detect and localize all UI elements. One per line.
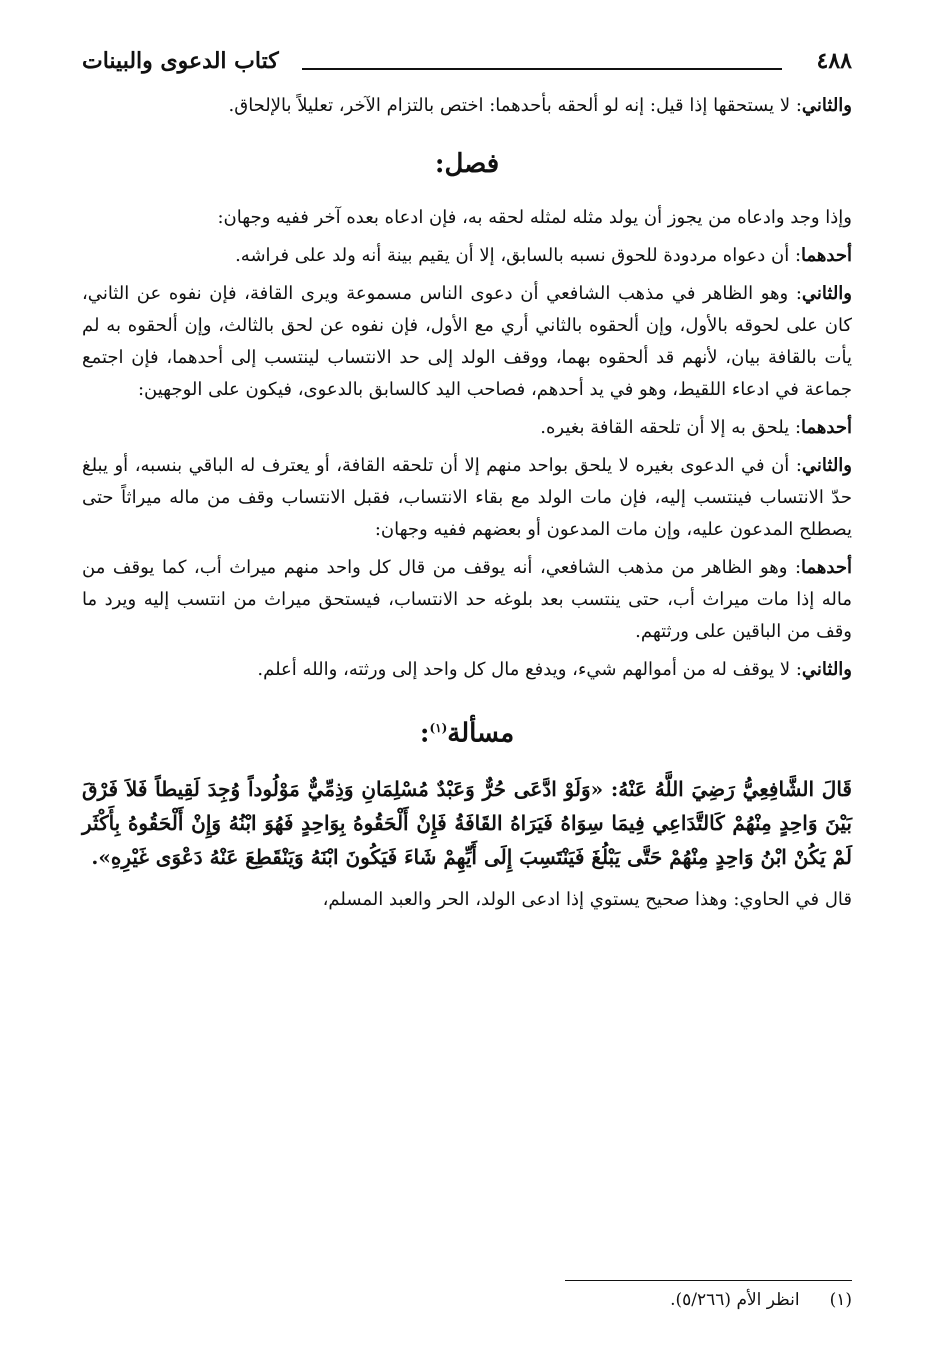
paragraph-text: وإذا وجد وادعاه من يجوز أن يولد مثله لمثله لحقه به، فإن ادعاه بعده آخر ففيه وجهان: xyxy=(217,207,852,228)
paragraph-term: أحدهما xyxy=(801,417,852,438)
page-header xyxy=(82,40,852,80)
footnote xyxy=(82,1290,852,1310)
paragraph-term: أحدهما xyxy=(801,557,852,578)
paragraph-text: قال في الحاوي: وهذا صحيح يستوي إذا ادعى الولد، الحر والعبد المسلم، xyxy=(322,888,852,910)
footnote-number: (١) xyxy=(829,1290,852,1310)
paragraph xyxy=(82,552,852,648)
paragraph-text: : أن في الدعوى بغيره لا يلحق بواحد منهم إلا أن تلحقه القافة، أو يعترف له الباقي بنسبه، أو يبلغ حدّ الانتساب فينتسب إليه، فإن مات الولد مع بقاء الانتساب، فقبل الانتساب وقف من ماله ميراثاً حتى يصطلح المدعون عليه، وإن مات المدعون أو بعضهم ففيه وجهان: xyxy=(82,455,852,540)
paragraph xyxy=(82,654,852,686)
running-title: كتاب الدعوى والبينات xyxy=(82,48,279,74)
page-body xyxy=(82,90,852,922)
footnote-rule xyxy=(565,1280,852,1281)
quoted-text: قَالَ الشَّافِعِيُّ رَضِيَ اللَّهُ عَنْهُ: «وَلَوْ ادَّعَى حُرٌّ وَعَبْدٌ مُسْلِمَانِ وَذِمِّيٌّ مَوْلُوداً وُجِدَ لَقِيطاً فَلاَ فَرْقَ بَيْنَ وَاحِدٍ مِنْهُمْ كَالتَّدَاعِي فِيمَا سِوَاهُ فَيَرَاهُ القَافَةُ فَإِنْ أَلْحَقُوهُ بِوَاحِدٍ فَهُوَ ابْنُهُ وَإِنْ أَلْحَقُوهُ بِأَكْثَر لَمْ يَكُنْ ابْنُ وَاحِدٍ مِنْهُمْ حَتَّى يَبْلُغَ فَيَنْتَسِبَ إِلَى أَيِّهِمْ شَاءَ فَيَكُونَ ابْنَهُ وَيَنْقَطِعَ عَنْهُ دَعْوَى غَيْرِهِ». xyxy=(82,776,852,869)
paragraph xyxy=(82,884,852,916)
issue-heading-suffix: : xyxy=(419,718,430,749)
paragraph-term: والثاني xyxy=(801,95,852,116)
paragraph xyxy=(82,412,852,444)
issue-heading xyxy=(82,708,852,754)
paragraph xyxy=(82,240,852,272)
paragraph xyxy=(82,202,852,234)
issue-heading-text: مسألة xyxy=(447,718,515,749)
paragraph-term: أحدهما xyxy=(801,245,852,266)
paragraph xyxy=(82,278,852,406)
paragraph-text: : وهو الظاهر في مذهب الشافعي أن دعوى الناس مسموعة ويرى القافة، فإن نفوه عن الثاني، كان على لحوقه بالأول، وإن ألحقوه بالثاني أري مع الأول، فإن نفوه عن لحق بالثالث، وإن ألحقوه به لم يأت بالقافة بيان، لأنهم قد ألحقوه بهما، ووقف الولد إلى حد الانتساب لينتسب إلى أحدهما، فإن اجتمع جماعة في ادعاء اللقيط، وهو في يد أحدهم، فصاحب اليد كالسابق بالدعوى، فيكون على الوجهين: xyxy=(82,283,852,400)
paragraph xyxy=(82,90,852,122)
paragraph-text: : أن دعواه مردودة للحوق نسبه بالسابق، إلا أن يقيم بينة أنه ولد على فراشه. xyxy=(235,245,802,266)
paragraph-text: : لا يستحقها إذا قيل: إنه لو ألحقه بأحدهما: اختص بالتزام الآخر، تعليلاً بالإلحاق. xyxy=(228,95,802,116)
paragraph-term: والثاني xyxy=(801,455,852,476)
paragraph-text: : يلحق به إلا أن تلحقه القافة بغيره. xyxy=(540,417,802,438)
paragraph-text: : لا يوقف له من أموالهم شيء، ويدفع مال كل واحد إلى ورثته، والله أعلم. xyxy=(257,659,802,680)
paragraph-term: والثاني xyxy=(801,659,852,680)
header-rule xyxy=(302,68,782,70)
page-number: ٤٨٨ xyxy=(816,48,852,74)
footnote-mark: (١) xyxy=(429,721,448,735)
paragraph-term: والثاني xyxy=(801,283,852,304)
footnote-text: انظر الأم (٥/٢٦٦). xyxy=(670,1290,800,1310)
section-heading: فصل: xyxy=(434,149,500,179)
paragraph-text: : وهو الظاهر من مذهب الشافعي، أنه يوقف من قال كل واحد منهم ميراث أب، كما يوقف من ماله إذا مات ميراث أب، حتى ينتسب بعد بلوغه حد الانتساب، فيستحق ميراث من انتسب إليه ويرد ما وقف من الباقين على ورثتهم. xyxy=(82,557,852,642)
paragraph xyxy=(82,450,852,546)
